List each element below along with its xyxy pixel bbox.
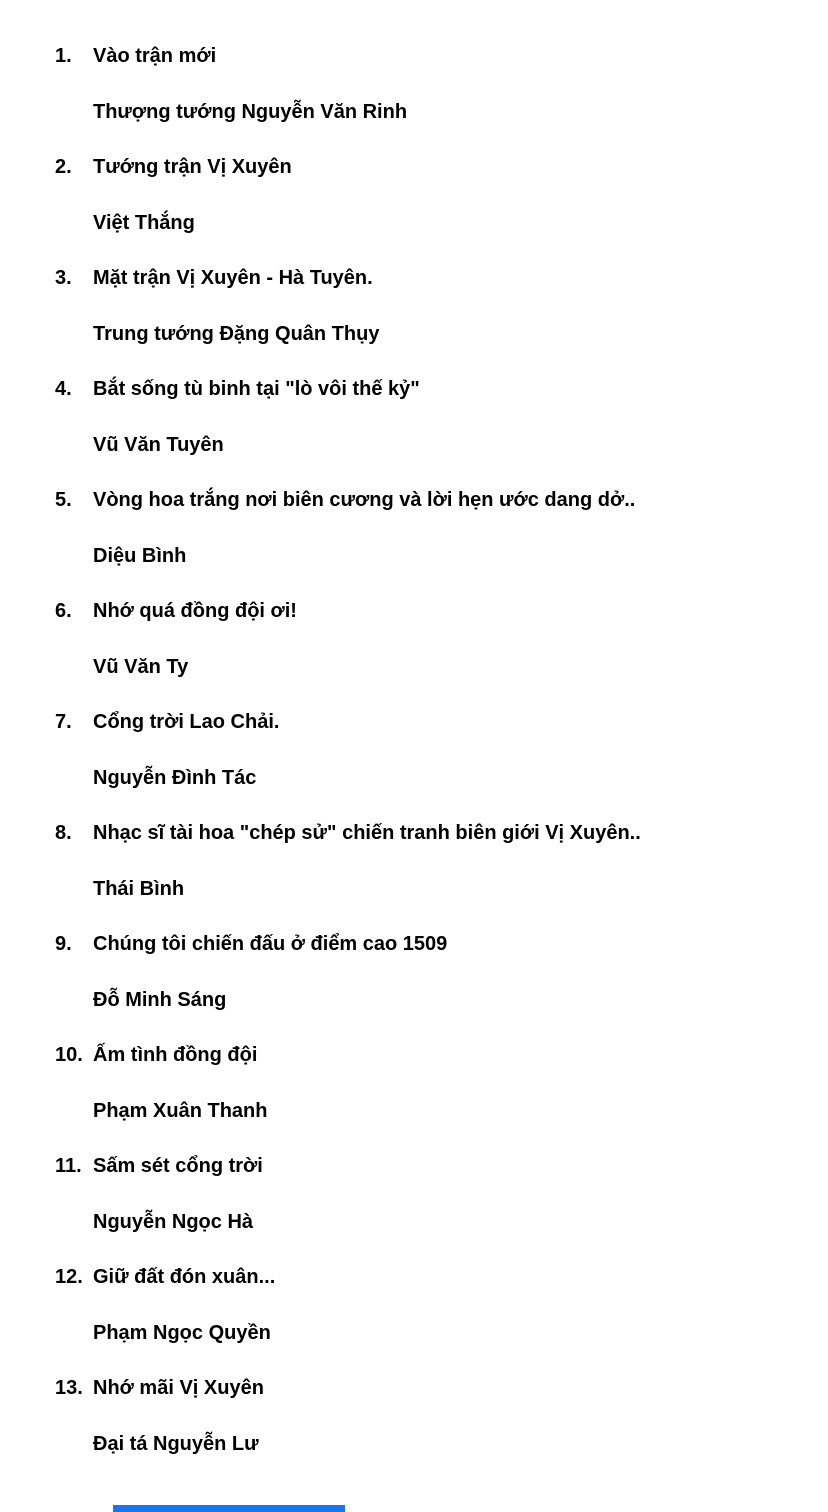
item-number: 1. — [55, 45, 72, 68]
item-title: Cổng trời Lao Chải. — [93, 711, 280, 734]
item-title: Tướng trận Vị Xuyên — [93, 156, 292, 179]
item-author: Đại tá Nguyễn Lư — [93, 1432, 259, 1455]
item-title: Giữ đất đón xuân... — [93, 1266, 276, 1289]
toc-item — [0, 362, 798, 473]
item-title: Chúng tôi chiến đấu ở điểm cao 1509 — [93, 933, 448, 956]
item-number: 6. — [55, 600, 72, 623]
item-number: 11. — [55, 1155, 82, 1178]
toc-item — [0, 806, 798, 917]
item-number: 5. — [55, 489, 72, 512]
item-author: Thượng tướng Nguyễn Văn Rinh — [93, 100, 408, 123]
item-title: Vào trận mới — [93, 45, 217, 68]
progress-indicator — [113, 1505, 345, 1512]
toc-item — [0, 251, 798, 362]
item-title: Vòng hoa trắng nơi biên cương và lời hẹn ước dang dở.. — [93, 489, 636, 512]
item-author: Nguyễn Đình Tác — [93, 766, 257, 789]
item-author: Phạm Ngọc Quyền — [93, 1321, 271, 1344]
item-number: 12. — [55, 1266, 83, 1289]
item-number: 13. — [55, 1377, 83, 1400]
toc-item — [0, 140, 798, 251]
item-author: Vũ Văn Tuyên — [93, 433, 224, 456]
toc-item — [0, 1361, 798, 1472]
item-title: Nhớ quá đồng đội ơi! — [93, 600, 297, 623]
item-author: Vũ Văn Ty — [93, 655, 189, 678]
item-number: 3. — [55, 267, 72, 290]
item-number: 8. — [55, 822, 72, 845]
item-number: 9. — [55, 933, 72, 956]
item-title: Sấm sét cổng trời — [93, 1155, 263, 1178]
toc-item — [0, 917, 798, 1028]
item-author: Diệu Bình — [93, 544, 187, 567]
toc-item — [0, 1139, 798, 1250]
item-number: 7. — [55, 711, 72, 734]
item-author: Việt Thắng — [93, 211, 195, 234]
toc-item — [0, 29, 798, 140]
item-author: Trung tướng Đặng Quân Thụy — [93, 322, 380, 345]
item-title: Nhớ mãi Vị Xuyên — [93, 1377, 264, 1400]
item-title: Ấm tình đồng đội — [93, 1044, 258, 1067]
item-number: 2. — [55, 156, 72, 179]
item-author: Nguyễn Ngọc Hà — [93, 1210, 254, 1233]
toc-item — [0, 584, 798, 695]
toc-item — [0, 1028, 798, 1139]
item-author: Phạm Xuân Thanh — [93, 1099, 268, 1122]
item-author: Thái Bình — [93, 877, 185, 900]
toc-item — [0, 473, 798, 584]
toc-item — [0, 695, 798, 806]
item-title: Mặt trận Vị Xuyên - Hà Tuyên. — [93, 267, 373, 290]
item-title: Bắt sống tù binh tại "lò vôi thế kỷ" — [93, 378, 420, 401]
item-number: 4. — [55, 378, 72, 401]
item-author: Đỗ Minh Sáng — [93, 988, 227, 1011]
toc-item — [0, 1250, 798, 1361]
item-number: 10. — [55, 1044, 83, 1067]
item-title: Nhạc sĩ tài hoa "chép sử" chiến tranh biên giới Vị Xuyên.. — [93, 822, 641, 845]
